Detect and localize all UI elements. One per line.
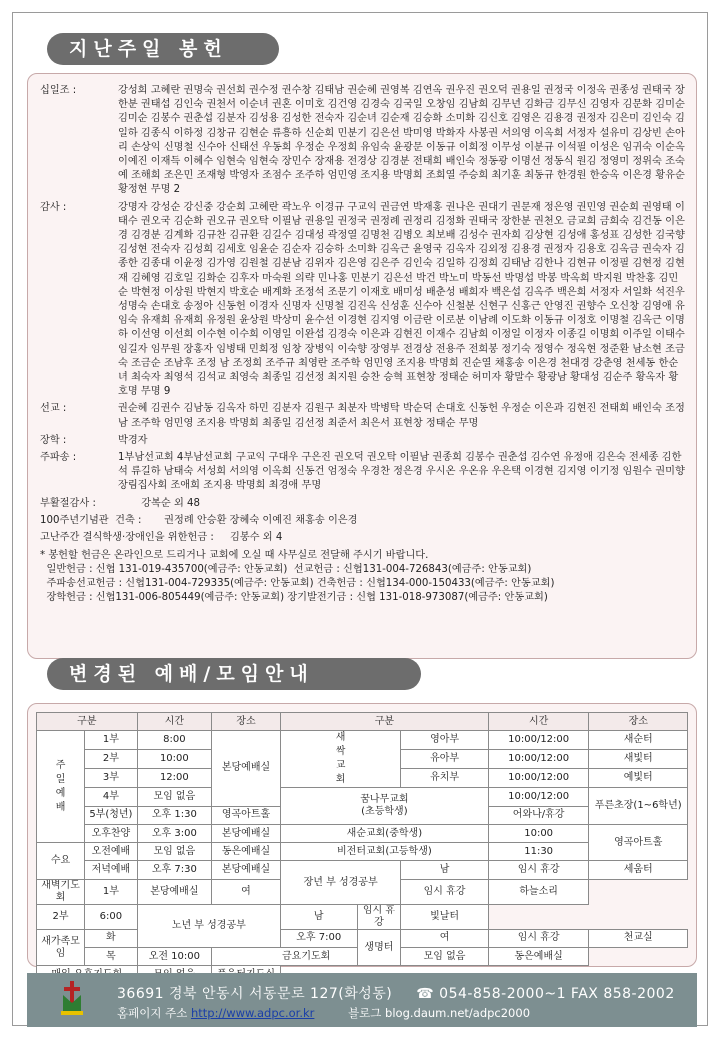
footer-address-line	[117, 983, 675, 1003]
sprout-label	[280, 731, 400, 788]
cell: 오후 7:30	[137, 861, 211, 879]
cell: 예빛터	[589, 769, 688, 788]
table-row	[37, 904, 688, 929]
cell: 동은예배실	[488, 948, 589, 966]
resurrection-line: 부활절감사 : 강복순 외 48	[40, 497, 201, 509]
cell: 1부	[85, 879, 138, 904]
offerings-box	[27, 73, 697, 659]
table-row	[37, 929, 688, 947]
cell: 영곡아트홀	[212, 806, 281, 824]
footer	[27, 973, 697, 1027]
cell: 유치부	[401, 769, 489, 788]
church-logo-icon	[61, 981, 83, 1017]
header-time: 시간	[137, 713, 211, 731]
mission-names: 권순혜 김권수 김남동 김옥자 하민 김분자 김원구 최분자 박병탁 박순덕 손대호 신동헌 우정순 이은과 김현진 전태희 배인숙 조정남 조주학 엄민영 조지용 박명희 최종일 김선정 최준서 최은서 표현창 정태순 무명	[118, 403, 685, 429]
cell: 10:00	[137, 750, 211, 769]
cell: 10:00/12:00	[488, 769, 589, 788]
centennial-line: 100주년기념관 건축 : 권정례 안승환 장혜숙 이예진 채홍송 이은경	[40, 514, 358, 526]
sunday-label-text: 주 일 예 배	[55, 759, 66, 813]
mission-row	[40, 402, 686, 430]
cell: 세움터	[589, 861, 688, 879]
cell: 10:00	[488, 824, 589, 842]
cell: 임시 휴강	[401, 879, 489, 904]
cell: 모임 없음	[401, 948, 489, 966]
dawn-label: 새벽기도회	[37, 879, 85, 904]
sunday-label	[37, 731, 85, 843]
cell: 5부(청년)	[85, 806, 138, 824]
table-row	[37, 824, 688, 842]
district-names: 1부남선교회 4부남선교회 구교익 구대우 구은진 권오덕 권오탁 이필남 권종희 김봉수 권춘섭 김수연 유정애 김은숙 전세종 김한석 류길하 남태숙 서성희 서의영 이옥희 신동건 엄정숙 우경찬 정은경 우시온 우온유 우은택 이경현 김지영 이기정 임원수 권미향 장림집사회 조애희 조지용 박명희 최경애 무명	[118, 452, 685, 492]
schedule-table	[36, 712, 688, 985]
disabled-line: 고난주간 결식학생·장애인을 위한헌금 : 김봉수 외 4	[40, 532, 283, 544]
note-line: 장학헌금 : 신협131-006-805449(예금주: 안동교회) 장기발전기금 : 신협 131-018-973087(예금주: 안동교회)	[40, 592, 548, 604]
men-study-label: 장년 부 성경공부	[280, 861, 400, 904]
homepage-label: 홈페이지 주소	[117, 1006, 188, 1020]
bulletin-page	[12, 12, 708, 1026]
cell: 빛날터	[401, 904, 489, 929]
note-line: * 봉헌할 헌금은 온라인으로 드리거나 교회에 오실 때 사무실로 전달해 주시기 바랍니다.	[40, 550, 429, 562]
footer-web-line	[117, 1005, 530, 1021]
cell: 임시 휴강	[488, 861, 589, 879]
header-gubun: 구분	[37, 713, 138, 731]
cell: 목	[85, 948, 138, 966]
scholar-row	[40, 434, 686, 448]
dream-label-text: 꿈나무교회	[360, 794, 409, 806]
tithe-names: 강성희 고혜란 권명숙 권선희 권수정 권수창 김태남 권순혜 권영복 김연옥 권우진 권오덕 권용일 권정국 이정옥 권종성 권태국 장한분 권태섭 김인숙 권천서 이순녀 권혼 이미호 김건영 김경숙 김국일 오창임 김남희 김무년 김화금 김무신 김영자 김문화 김미순 김미순 김봉수 권춘섭 김분자 김성용 김성한 전숙자 김순녀 김순재 김승화 소미화 김신호 김영은 김용경 권정자 김은미 김인숙 김일하 김종식 이하정 김창규 김현순 류흥하 신순희 민분기 김은선 박미영 박화자 사봉권 서의영 이옥희 서정자 설유미 김상빈 손아리 손상익 신명철 신수아 신태선 우동희 우정순 우정희 유임숙 윤광문 이동규 이희정 이무성 이분규 이석필 이성은 임귀숙 이순옥 이예진 이재득 이혜수 임현숙 임현숙 장민수 장재용 전경상 김경분 전태희 배인숙 정동광 이명선 정동식 원김 정영미 정위숙 조숙예 조해희 조은민 조재형 박영자 조점수 조주하 엄민영 조지용 박명희 조희열 주승희 최기훈 최동규 한경원 한승옥 이은경 황유순 황정현 무명 2	[118, 85, 685, 196]
schedule-section-title: 변경된 예배/모임안내	[47, 658, 421, 690]
phone: ☎ 054-858-2000~1 FAX 858-2002	[416, 986, 675, 1002]
table-row	[37, 861, 688, 879]
cell: 남	[401, 861, 489, 879]
cell: 본당예배실	[212, 824, 281, 842]
cell: 오후 1:30	[137, 806, 211, 824]
cell: 12:00	[137, 769, 211, 788]
cell: 동은예배실	[212, 843, 281, 861]
tithe-label: 십일조 :	[40, 85, 77, 96]
cell: 남	[280, 904, 357, 929]
table-row	[37, 731, 688, 750]
table-row	[37, 948, 688, 966]
dream-label	[280, 788, 488, 825]
header-place: 장소	[212, 713, 281, 731]
cell: 모임 없음	[137, 788, 211, 806]
cell: 영아부	[401, 731, 489, 750]
header-place: 장소	[589, 713, 688, 731]
cell: 본당예배실	[212, 861, 281, 879]
cell: 10:00/12:00	[488, 750, 589, 769]
cell: 오후 3:00	[137, 824, 211, 842]
cell: 유아부	[401, 750, 489, 769]
tithe-row	[40, 84, 686, 198]
cell: 여	[401, 929, 489, 947]
scholar-label: 장학 :	[40, 434, 67, 446]
cell: 2부	[85, 750, 138, 769]
cell: 6:00	[85, 904, 138, 929]
header-time: 시간	[488, 713, 589, 731]
thanks-label: 감사 :	[40, 201, 67, 213]
cell: 오후 7:00	[280, 929, 357, 947]
sprout-label-text: 새 싹 교 회	[335, 732, 346, 786]
account-notes	[40, 549, 686, 605]
note-line: 주파송선교헌금 : 신협131-004-729335(예금주: 안동교회) 건축헌금 : 신협134-000-150433(예금주: 안동교회)	[40, 578, 555, 590]
thanks-names: 강명자 강성순 강신중 강순희 고혜란 곽노우 이경규 구교익 권금연 박재홍 권나은 권대기 권문재 정은영 권민영 권순희 권영태 이태수 권오국 김순화 권오규 권오탁 이필남 권용일 권정국 권정례 권정리 김정화 권태국 장한분 권천오 금교희 금희숙 김건동 이은경 김경분 김계화 김규찬 김규환 김길수 김대성 곽정열 김명천 김병오 최보배 김성수 권자희 김상현 김성애 홍성표 김성한 김국향 김성현 전숙자 김성희 김세호 임윤순 김순자 김승하 소미화 김옥근 윤영국 김옥자 김외정 김용경 권정자 김용호 김옥금 권숙자 김종한 김종대 이윤정 김가영 김원철 김분남 김위자 김은영 김은주 김인숙 김일하 김정희 김태남 김한나 김현규 이정필 김현정 김현재 김혜영 김호일 김화순 김후자 마숙원 의략 민나홍 민분기 김은선 박건 박노미 박동선 박명섭 박봉 박옥희 박지원 박찬홍 김민순 박현정 이상원 박현지 박호순 배계화 조정석 조문기 이재호 배미성 배춘성 배희자 백은섭 김옥주 백은희 서정자 서일화 석진우 성명숙 손대호 송정아 신동헌 이경자 신명자 신명철 김진옥 신성훈 신수아 신철분 신현구 신홍근 안영진 권향수 오신창 김영애 유임숙 유재희 유재희 유정원 윤상원 박상미 윤수선 이경현 김지영 이금란 이로분 이남례 이도화 이동규 이정호 이명철 김옥근 이명하 이선영 이선희 이수현 이수희 이영일 이완섭 김경숙 이은과 김현진 이재수 김남희 이정일 이정자 이종길 이명희 이주일 이태수 임길자 임무원 장홍자 임병태 민희정 임창 장병익 이숙향 장영부 전경상 전용주 전희봉 정기숙 정영수 정옥현 정준환 남소현 조금숙 조금순 조남후 조정 남 조정희 조주규 최영란 조주학 엄민영 조지용 박명희 진순열 채홍송 이은경 천대경 강춘영 천세동 한순녀 최숙자 최영석 김석교 최영숙 최종일 김선정 최지원 승찬 승혁 표현창 정태순 허미자 황말수 황광남 황대성 김순주 황옥자 황호명 무명 9	[118, 201, 685, 398]
cell: 새빛터	[589, 750, 688, 769]
cell: 새순터	[589, 731, 688, 750]
dream-sub-text: (초등학생)	[361, 806, 408, 818]
cell: 어와나/휴강	[488, 806, 589, 824]
cell: 2부	[37, 904, 85, 929]
cell: 오전예배	[85, 843, 138, 861]
cell: 모임 없음	[137, 843, 211, 861]
cell: 오후찬양	[85, 824, 138, 842]
thanks-row	[40, 201, 686, 400]
offerings-section-title: 지난주일 봉헌	[47, 33, 279, 65]
senior-study-label: 노년 부 성경공부	[137, 904, 280, 947]
scholar-names: 박경자	[118, 434, 148, 446]
cell: 3부	[85, 769, 138, 788]
cell: 10:00/12:00	[488, 788, 589, 806]
mission-label: 선교 :	[40, 403, 67, 415]
cell: 하늘소리	[488, 879, 589, 904]
schedule-box	[27, 703, 697, 967]
note-line: 일반헌금 : 신협 131-019-435700(예금주: 안동교회) 선교헌금 : 신협131-004-726843(예금주: 안동교회)	[40, 564, 532, 576]
blog-address: 블로그 blog.daum.net/adpc2000	[348, 1006, 531, 1020]
table-header-row	[37, 713, 688, 731]
cell: 새순교회(중학생)	[280, 824, 488, 842]
cell-place: 영곡아트홀	[589, 824, 688, 861]
district-row	[40, 451, 686, 494]
cell: 11:30	[488, 843, 589, 861]
cell: 금요기도회	[212, 948, 401, 966]
cell: 천교실	[589, 929, 688, 947]
cell-place: 본당예배실	[137, 879, 211, 904]
district-label: 주파송 :	[40, 452, 77, 464]
cell: 비전터교회(고등학생)	[280, 843, 488, 861]
family-label: 새가족모임	[37, 929, 85, 966]
cell: 임시 휴강	[357, 904, 401, 929]
cell-place: 푸른초장(1~6학년)	[589, 788, 688, 825]
cell: 화	[85, 929, 138, 947]
address: 36691 경북 안동시 서동문로 127(화성동)	[117, 986, 393, 1002]
cell: 10:00/12:00	[488, 731, 589, 750]
cell-place: 생명터	[357, 929, 401, 966]
cell: 4부	[85, 788, 138, 806]
cell: 저녁예배	[85, 861, 138, 879]
cell: 임시 휴강	[488, 929, 589, 947]
homepage-link[interactable]: http://www.adpc.or.kr	[190, 1006, 315, 1020]
table-row	[37, 788, 688, 806]
cell: 8:00	[137, 731, 211, 750]
cell: 1부	[85, 731, 138, 750]
cell: 오전 10:00	[137, 948, 211, 966]
wed-label: 수요	[37, 843, 85, 880]
header-gubun: 구분	[280, 713, 488, 731]
cell: 여	[212, 879, 281, 904]
cell-place: 본당예배실	[212, 731, 281, 806]
